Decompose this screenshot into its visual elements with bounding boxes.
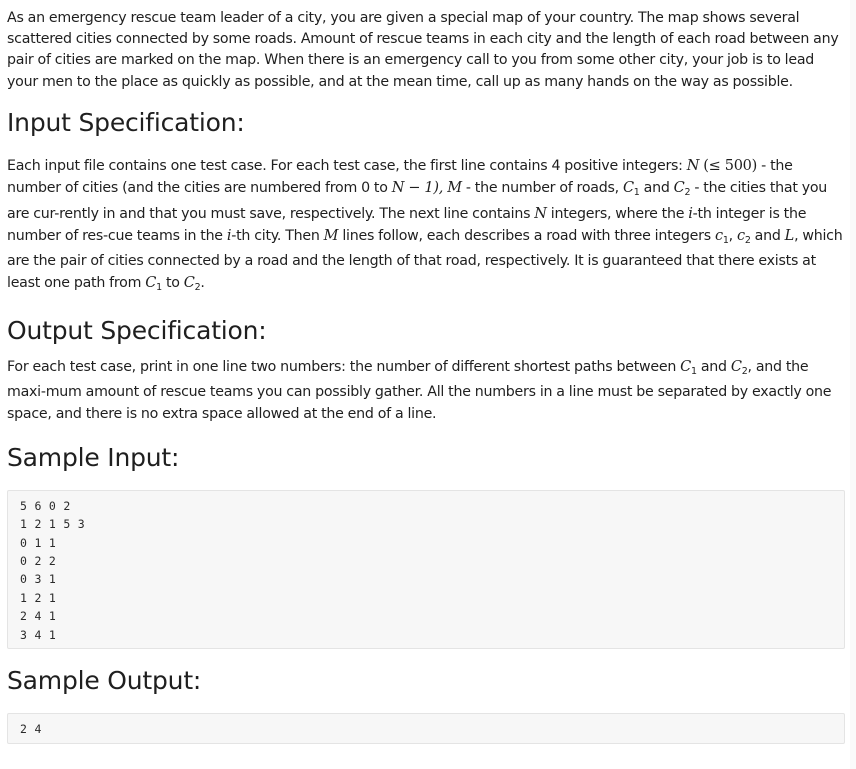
- sample-input-block: 5 6 0 2 1 2 1 5 3 0 1 1 0 2 2 0 3 1 1 2 1 2 4 1 3 4 1: [7, 490, 845, 649]
- output-spec-heading: Output Specification:: [7, 316, 267, 346]
- input-spec-text: Each input file contains one test case. For each test case, the first line contains 4 positive integers: N (≤ 500) - the number of cities (and the cities are numbered from 0 to N − 1), M - the number of roads, $C_1$ and $C_2$ - the cities that you are cur-rently in and that you must save, respectively. The next line contains N integers, where the i-th integer is the number of res-cue teams in the i-th city. Then M lines follow, each describes a road with three integers $c_1$, $c_2$ and L, which are the pair of cities connected by a road and the length of that road, respectively. It is guaranteed that there exists at least one path from $C_1$ to $C_2$.: [7, 157, 843, 294]
- sample-output-block: 2 4: [7, 713, 845, 743]
- sample-output-heading: Sample Output:: [7, 666, 202, 696]
- problem-intro: As an emergency rescue team leader of a city, you are given a special map of your country. The map shows several scattered cities connected by some roads. Amount of rescue teams in each city and the length of each road between any pair of cities are marked on the map. When there is an emergency call to you from some other city, your job is to lead your men to the place as quickly as possible, and at the mean time, call up as many hands on the way as possible.: [7, 10, 839, 90]
- input-spec-heading: Input Specification:: [7, 107, 245, 137]
- scrollbar[interactable]: [850, 0, 856, 769]
- output-spec-text: For each test case, print in one line two numbers: the number of different shortest paths between $C_1$ and $C_2$, and the maxi-mum amount of rescue teams you can possibly gather. All the numbers in a line must be separated by exactly one space, and there is no extra space allowed at the end of a line.: [7, 359, 832, 422]
- problem-statement: [7, 6, 845, 744]
- sample-input-heading: Sample Input:: [7, 442, 180, 472]
